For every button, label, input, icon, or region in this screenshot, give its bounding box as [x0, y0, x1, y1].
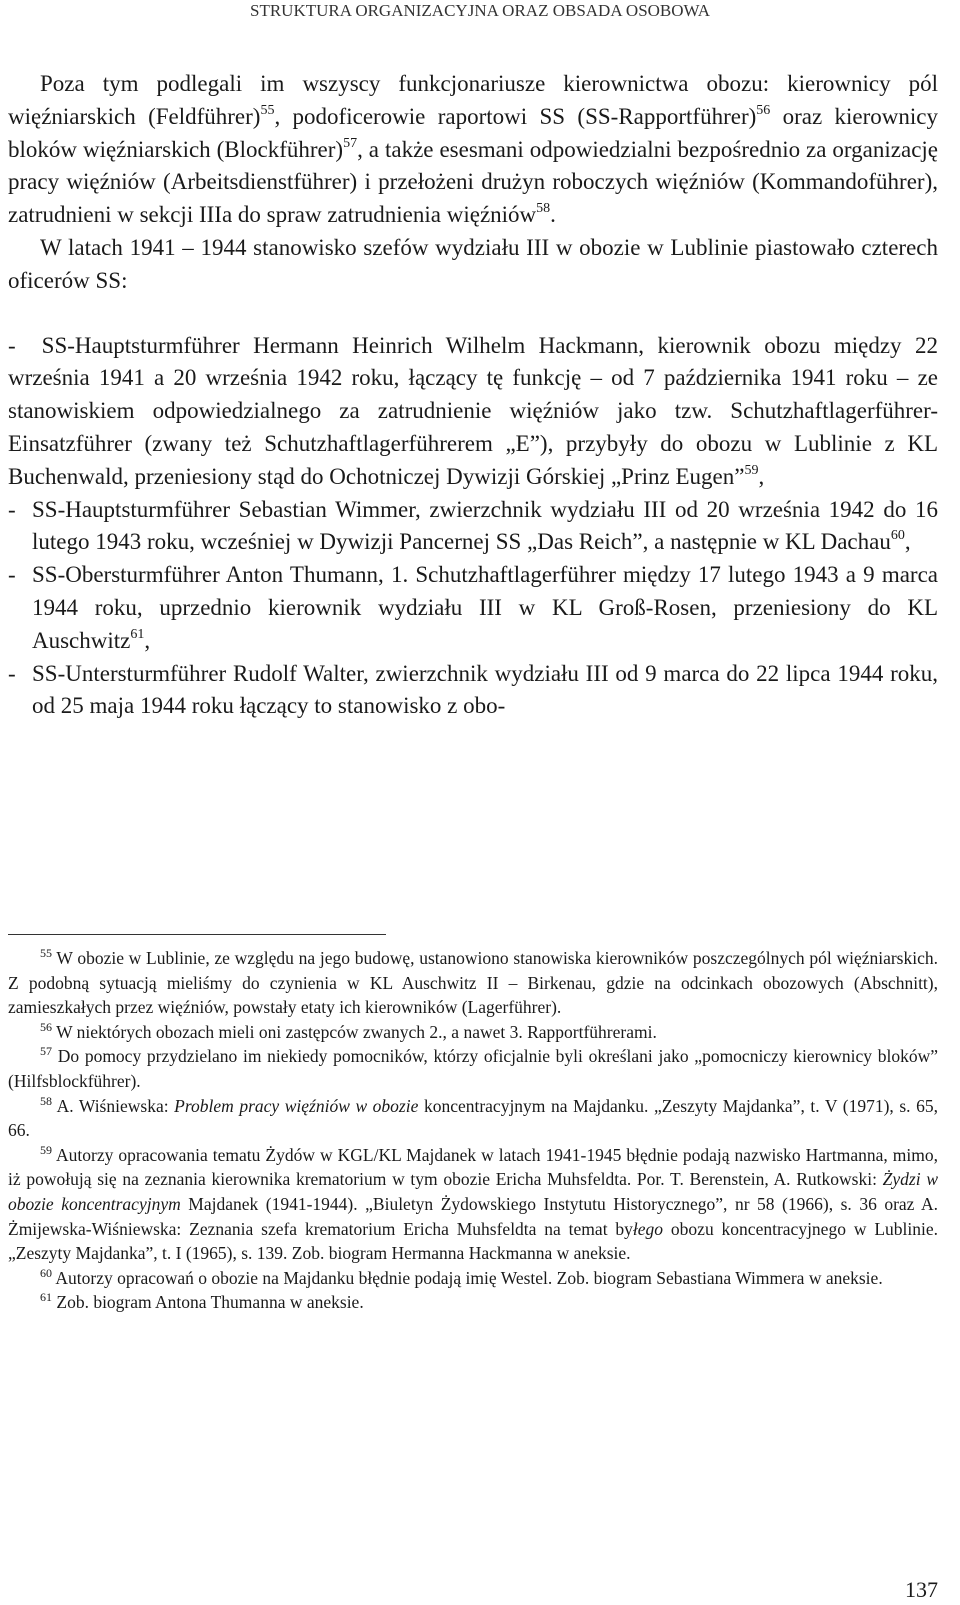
running-header: STRUKTURA ORGANIZACYJNA ORAZ OBSADA OSOBOWA — [250, 1, 710, 20]
footnote-ref-58[interactable]: 58 — [536, 201, 551, 217]
footnote-57: $^{57}$ Do pomocy przydzielano im niekiedy pomocników, którzy oficjalnie byli określani jako „pomocniczy kierownicy bloków” (Hilfsblockführer). — [8, 1044, 939, 1091]
footnote-ref-56[interactable]: 56 — [756, 102, 771, 118]
paragraph-1: Poza tym podlegali im wszyscy funkcjonariusze kierownictwa obozu: kierownicy pól więźniarskich (Feldführer)$^{55}$, podoficerowie raportowi SS (SS-Rapportführer)$^{56}$ oraz kierownicy bloków więźniarskich (Blockführer)$^{57}$, a także esesmani odpowiedzialni bezpośrednio za organizację pracy więźniów (Arbeitsdienstführer) i przełożeni drużyn roboczych więźniów (Kommandoführer), zatrudnieni w sekcji IIIa do spraw zatrudnienia więźniów$^{58}$. — [8, 71, 939, 228]
footnote-separator — [8, 934, 386, 935]
footnote-60: $^{60}$ Autorzy opracowań o obozie na Majdanku błędnie podają imię Westel. Zob. biogram Sebastiana Wimmera w aneksie. — [40, 1265, 883, 1288]
main-text — [8, 68, 938, 723]
page-number: 137 — [905, 1577, 938, 1602]
footnote-58: $^{58}$ A. Wiśniewska: Problem pracy więźniów w obozie koncentracyjnym na Majdanku. „Zeszyty Majdanka”, t. V (1971), s. 65, 66. — [8, 1093, 938, 1141]
officer-list — [8, 330, 938, 724]
paragraph-2: W latach 1941 – 1944 stanowisko szefów wydziału III w obozie w Lublinie piastowało czterech oficerów SS: — [8, 234, 938, 293]
footnote-59: $^{59}$ Autorzy opracowania tematu Żydów w KGL/KL Majdanek w latach 1941-1945 błędnie podają nazwisko Hartmanna, mimo, iż powołują się na zeznania kierownika krematorium w tym obozie Ericha Muhsfeldta. Por. T. Berenstein, A. Rutkowski: Żydzi w obozie koncentracyjnym Majdanek (1941-1944). „Biuletyn Żydowskiego Instytutu Historycznego”, nr 58 (1966), s. 36 oraz A. Żmijewska-Wiśniewska: Zeznania szefa krematorium Ericha Muhsfeldta na temat byłego obozu koncentracyjnego w Lublinie. „Zeszyty Majdanka”, t. I (1965), s. 139. Zob. biogram Hermanna Hackmanna w aneksie. — [8, 1142, 939, 1264]
footnote-55: $^{55}$ W obozie w Lublinie, ze względu na jego budowę, ustanowiono stanowiska kierowników poszczególnych pól więźniarskich. Z podobną sytuacją mieliśmy do czynienia w KL Auschwitz II – Birkenau, gdzie na odcinkach obozowych (Abschnitt), zamieszkałych przez więźniów, powstały etaty ich kierowników (Lagerführer). — [8, 946, 938, 1018]
footnotes — [8, 946, 938, 1315]
footnote-56: $^{56}$ W niektórych obozach mieli oni zastępców zwanych 2., a nawet 3. Rapportführerami. — [40, 1019, 657, 1042]
footnote-ref-57[interactable]: 57 — [343, 135, 358, 151]
list-item: - SS-Hauptsturmführer Hermann Heinrich Wilhelm Hackmann, kierownik obozu między 22 września 1941 a 20 września 1942 roku, łączący tę funkcję – od 7 października 1941 roku – ze stanowiskiem odpowiedzialnego za zatrudnienie więźniów jako tzw. Schutzhaftlagerführer-Einsatzführer (zwany też Schutzhaftlagerführerem „E”), przybyły do obozu w Lublinie z KL Buchenwald, przeniesiony stąd do Ochotniczej Dywizji Górskiej „Prinz Eugen”$^{59}$, — [8, 332, 938, 489]
footnote-ref-60[interactable]: 60 — [890, 528, 905, 544]
footnote-ref-61[interactable]: 61 — [130, 626, 145, 642]
list-item: - SS-Untersturmführer Rudolf Walter, zwierzchnik wydziału III od 9 marca do 22 lipca 1944 roku, od 25 maja 1944 roku łączący to stanowisko z obo- — [8, 660, 938, 719]
list-item: - SS-Obersturmführer Anton Thumann, 1. Schutzhaftlagerführer między 17 lutego 1943 a 9 marca 1944 roku, uprzednio kierownik wydziału III w KL Groß-Rosen, przeniesiony do KL Auschwitz$^{61}$, — [8, 562, 938, 653]
footnote-61: $^{61}$ Zob. biogram Antona Thumanna w aneksie. — [40, 1290, 364, 1313]
footnote-ref-59[interactable]: 59 — [744, 462, 759, 478]
footnote-ref-55[interactable]: 55 — [260, 102, 275, 118]
list-item: - SS-Hauptsturmführer Sebastian Wimmer, zwierzchnik wydziału III od 20 września 1942 do 16 lutego 1943 roku, wcześniej w Dywizji Pancernej SS „Das Reich”, a następnie w KL Dachau$^{60}$, — [8, 496, 938, 555]
